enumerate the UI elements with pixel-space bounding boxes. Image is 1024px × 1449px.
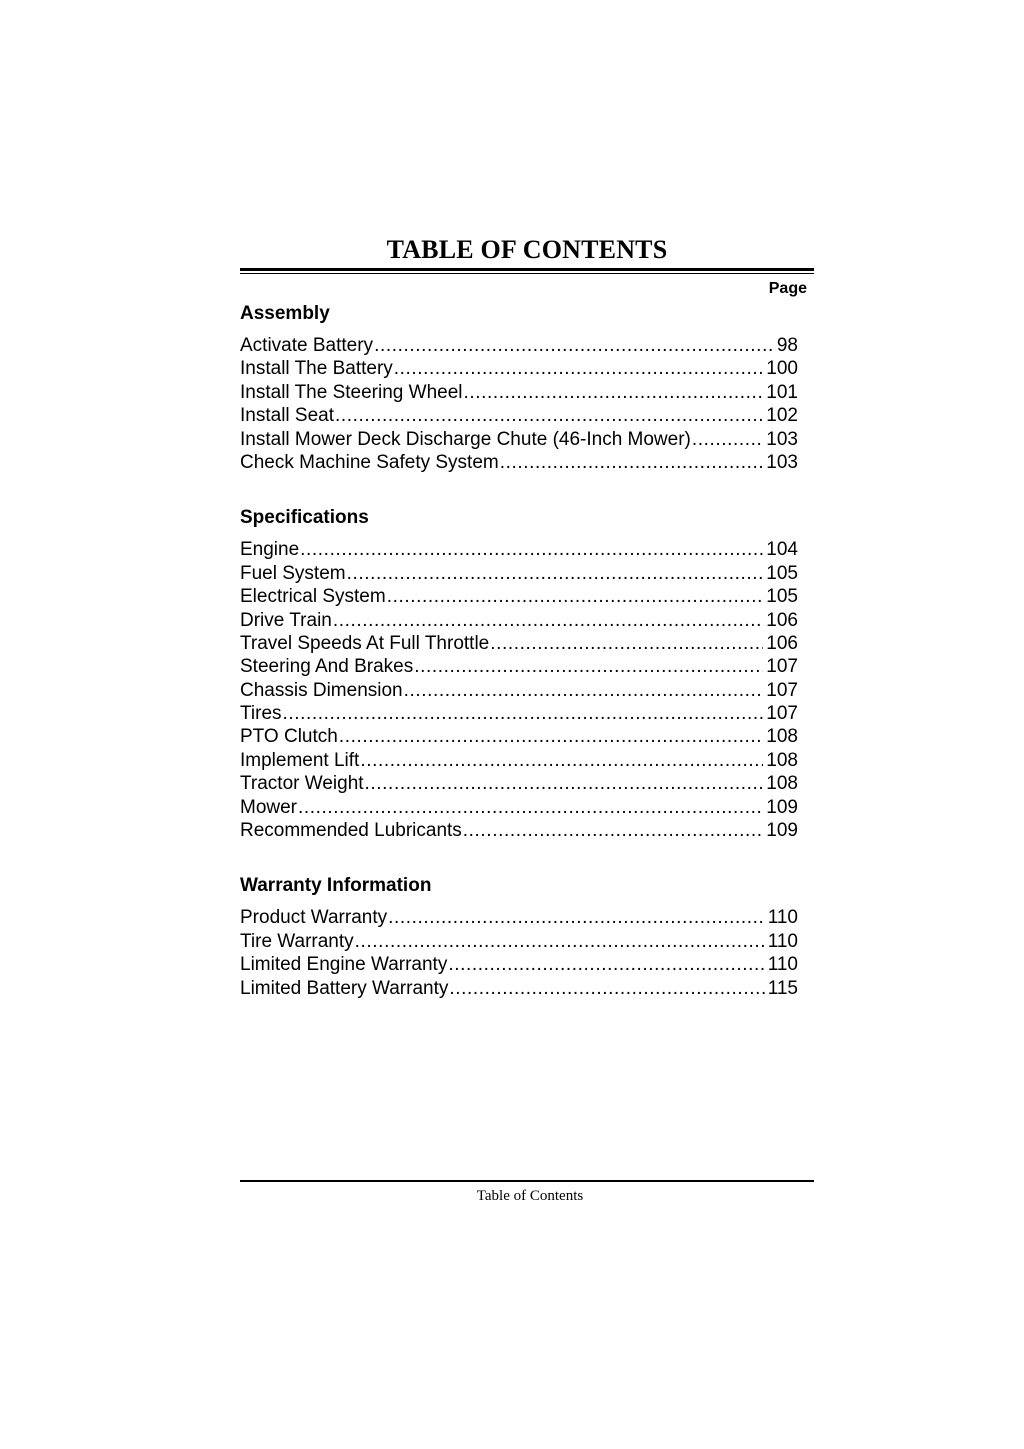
entry-label: Install The Battery	[240, 358, 393, 380]
dot-leader	[404, 679, 764, 702]
toc-entry[interactable]	[240, 357, 798, 380]
entry-label: Mower	[240, 796, 298, 818]
entry-label: Product Warranty	[240, 907, 388, 929]
dot-leader	[388, 906, 765, 929]
toc-entry-list	[240, 538, 798, 842]
entry-page-number: 102	[766, 405, 798, 427]
title-double-rule	[240, 268, 814, 274]
dot-leader	[347, 562, 764, 585]
toc-entry[interactable]	[240, 977, 798, 1000]
dot-leader	[394, 357, 764, 380]
dot-leader	[464, 381, 764, 404]
entry-label: Limited Battery Warranty	[240, 977, 449, 999]
entry-page-number: 108	[766, 749, 798, 771]
dot-leader	[414, 655, 763, 678]
toc-entry[interactable]	[240, 655, 798, 678]
entry-page-number: 110	[767, 907, 798, 929]
entry-label: Install Mower Deck Discharge Chute (46-Inch Mower)	[240, 428, 691, 450]
entry-page-number: 98	[776, 335, 798, 356]
entry-page-number: 106	[766, 609, 798, 631]
dot-leader	[387, 585, 764, 608]
entry-page-number: 110	[767, 930, 798, 952]
entry-page-number: 115	[767, 977, 798, 999]
toc-entry-list	[240, 334, 798, 474]
page-title: TABLE OF CONTENTS	[386, 235, 668, 264]
dot-leader	[300, 538, 763, 561]
toc-page	[240, 232, 814, 1000]
entry-label: Recommended Lubricants	[240, 820, 462, 842]
section-heading: Specifications	[240, 507, 369, 529]
entry-label: Tire Warranty	[240, 930, 354, 952]
toc-entry[interactable]	[240, 749, 798, 772]
entry-label: Implement Lift	[240, 749, 360, 771]
toc-entry-list	[240, 906, 798, 1000]
entry-label: PTO Clutch	[240, 726, 338, 748]
entry-page-number: 107	[766, 656, 798, 678]
dot-leader	[360, 749, 763, 772]
footer-rule	[240, 1180, 814, 1182]
entry-page-number: 109	[766, 796, 798, 818]
toc-entry[interactable]	[240, 451, 798, 474]
toc-entry[interactable]	[240, 702, 798, 725]
dot-leader	[500, 451, 764, 474]
toc-entry[interactable]	[240, 906, 798, 929]
entry-page-number: 108	[766, 726, 798, 748]
toc-entry[interactable]	[240, 538, 798, 561]
dot-leader	[449, 977, 764, 1000]
dot-leader	[490, 632, 763, 655]
entry-page-number: 104	[766, 539, 798, 561]
entry-label: Activate Battery	[240, 335, 374, 356]
toc-entry[interactable]	[240, 725, 798, 748]
toc-entry[interactable]	[240, 953, 798, 976]
toc-entry[interactable]	[240, 819, 798, 842]
entry-page-number: 101	[766, 381, 798, 403]
toc-entry[interactable]	[240, 679, 798, 702]
toc-entry[interactable]	[240, 381, 798, 404]
entry-label: Check Machine Safety System	[240, 451, 499, 473]
page-column-label: Page	[768, 280, 807, 297]
dot-leader	[335, 404, 763, 427]
dot-leader	[298, 796, 763, 819]
entry-page-number: 100	[766, 358, 798, 380]
entry-page-number: 108	[766, 773, 798, 795]
toc-entry[interactable]	[240, 585, 798, 608]
page-footer	[240, 1180, 814, 1205]
dot-leader	[374, 334, 774, 357]
entry-label: Fuel System	[240, 562, 346, 584]
dot-leader	[355, 930, 765, 953]
toc-entry[interactable]	[240, 632, 798, 655]
entry-label: Limited Engine Warranty	[240, 954, 448, 976]
toc-entry[interactable]	[240, 609, 798, 632]
section-heading: Assembly	[240, 303, 330, 324]
dot-leader	[448, 953, 764, 976]
toc-entry[interactable]	[240, 796, 798, 819]
entry-page-number: 109	[766, 820, 798, 842]
entry-label: Tires	[240, 703, 282, 725]
entry-page-number: 110	[767, 954, 798, 976]
entry-label: Engine	[240, 539, 300, 561]
toc-entry[interactable]	[240, 404, 798, 427]
entry-label: Drive Train	[240, 609, 332, 631]
toc-section-specifications	[240, 504, 798, 842]
entry-page-number: 106	[766, 632, 798, 654]
entry-label: Chassis Dimension	[240, 679, 403, 701]
dot-leader	[463, 819, 764, 842]
toc-entry[interactable]	[240, 334, 798, 357]
entry-page-number: 105	[766, 586, 798, 608]
toc-entry[interactable]	[240, 562, 798, 585]
toc-entry[interactable]	[240, 428, 798, 451]
footer-text: Table of Contents	[476, 1188, 584, 1204]
toc-section-assembly	[240, 300, 798, 474]
entry-page-number: 107	[766, 679, 798, 701]
entry-page-number: 105	[766, 562, 798, 584]
toc-section-warranty	[240, 872, 798, 1000]
entry-label: Install Seat	[240, 405, 334, 427]
section-heading: Warranty Information	[240, 875, 432, 897]
entry-page-number: 103	[766, 451, 798, 473]
dot-leader	[339, 725, 763, 748]
toc-entry[interactable]	[240, 930, 798, 953]
entry-label: Travel Speeds At Full Throttle	[240, 632, 490, 654]
entry-label: Install The Steering Wheel	[240, 381, 463, 403]
entry-label: Tractor Weight	[240, 773, 364, 795]
dot-leader	[692, 428, 763, 451]
entry-page-number: 103	[766, 428, 798, 450]
dot-leader	[283, 702, 764, 725]
entry-label: Steering And Brakes	[240, 656, 414, 678]
entry-page-number: 107	[766, 703, 798, 725]
dot-leader	[333, 609, 763, 632]
toc-entry[interactable]	[240, 772, 798, 795]
dot-leader	[365, 772, 764, 795]
entry-label: Electrical System	[240, 586, 386, 608]
